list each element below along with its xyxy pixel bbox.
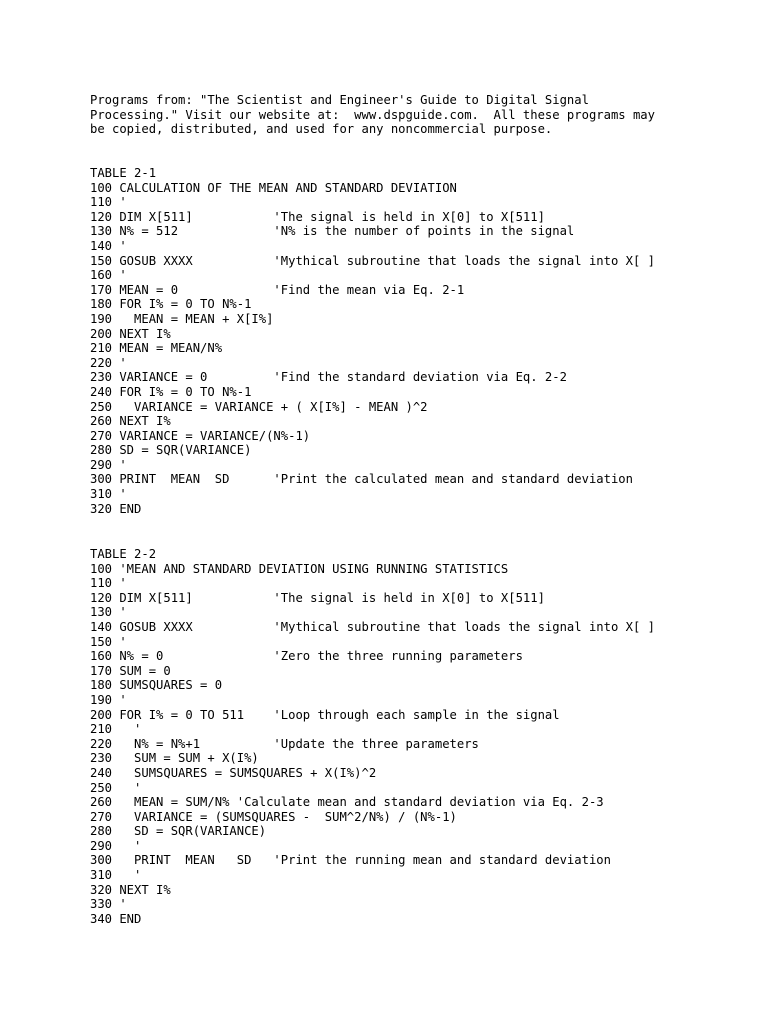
table-2-1-listing <box>90 166 655 516</box>
table2-line: 130 ' <box>90 605 127 620</box>
table2-line: 210 ' <box>90 722 142 737</box>
table1-line: 280 SD = SQR(VARIANCE) <box>90 443 252 458</box>
table2-line: 260 MEAN = SUM/N% 'Calculate mean and standard deviation via Eq. 2-3 <box>90 795 604 810</box>
table2-line: 320 NEXT I% <box>90 882 171 897</box>
table2-line: 340 END <box>90 911 142 926</box>
table1-line: 290 ' <box>90 457 127 472</box>
table2-line: 280 SD = SQR(VARIANCE) <box>90 824 267 839</box>
table1-line: 100 CALCULATION OF THE MEAN AND STANDARD DEVIATION <box>90 180 457 195</box>
table1-line: 170 MEAN = 0 'Find the mean via Eq. 2-1 <box>90 282 465 297</box>
table1-line: 130 N% = 512 'N% is the number of points in the signal <box>90 224 575 239</box>
table-2-2-listing <box>90 547 655 926</box>
table1-line: 160 ' <box>90 268 127 283</box>
table2-line: 220 N% = N%+1 'Update the three parameters <box>90 736 479 751</box>
table2-line: 160 N% = 0 'Zero the three running parameters <box>90 649 523 664</box>
table1-line: 150 GOSUB XXXX 'Mythical subroutine that loads the signal into X[ ] <box>90 253 655 268</box>
table2-line: 140 GOSUB XXXX 'Mythical subroutine that loads the signal into X[ ] <box>90 619 655 634</box>
table1-line: 270 VARIANCE = VARIANCE/(N%-1) <box>90 428 311 443</box>
table2-line: 110 ' <box>90 576 127 591</box>
table1-line: 240 FOR I% = 0 TO N%-1 <box>90 384 252 399</box>
table1-line: TABLE 2-1 <box>90 166 157 180</box>
table2-line: 100 'MEAN AND STANDARD DEVIATION USING RUNNING STATISTICS <box>90 561 509 576</box>
table1-line: 310 ' <box>90 487 127 502</box>
table2-line: 290 ' <box>90 838 142 853</box>
table2-line: 190 ' <box>90 692 127 707</box>
table1-line: 190 MEAN = MEAN + X[I%] <box>90 311 274 326</box>
intro-line: Programs from: "The Scientist and Engineer's Guide to Digital Signal <box>90 93 589 107</box>
table2-line: 250 ' <box>90 780 142 795</box>
table1-line: 180 FOR I% = 0 TO N%-1 <box>90 297 252 312</box>
table1-line: 250 VARIANCE = VARIANCE + ( X[I%] - MEAN )^2 <box>90 399 428 414</box>
table1-line: 110 ' <box>90 195 127 210</box>
intro-line: be copied, distributed, and used for any noncommercial purpose. <box>90 122 553 137</box>
table1-line: 230 VARIANCE = 0 'Find the standard deviation via Eq. 2-2 <box>90 370 567 385</box>
table1-line: 260 NEXT I% <box>90 414 171 429</box>
table2-line: TABLE 2-2 <box>90 547 157 561</box>
table2-line: 240 SUMSQUARES = SUMSQUARES + X(I%)^2 <box>90 765 377 780</box>
table1-line: 200 NEXT I% <box>90 326 171 341</box>
table2-line: 120 DIM X[511] 'The signal is held in X[0] to X[511] <box>90 590 545 605</box>
table2-line: 150 ' <box>90 634 127 649</box>
intro-line: Processing." Visit our website at: www.dspguide.com. All these programs may <box>90 107 655 122</box>
table1-line: 300 PRINT MEAN SD 'Print the calculated mean and standard deviation <box>90 472 633 487</box>
table2-line: 200 FOR I% = 0 TO 511 'Loop through each sample in the signal <box>90 707 560 722</box>
table1-line: 140 ' <box>90 238 127 253</box>
table1-line: 210 MEAN = MEAN/N% <box>90 341 223 356</box>
table2-line: 180 SUMSQUARES = 0 <box>90 678 223 693</box>
table2-line: 230 SUM = SUM + X(I%) <box>90 751 259 766</box>
table2-line: 170 SUM = 0 <box>90 663 171 678</box>
intro-paragraph <box>90 93 655 137</box>
table1-line: 120 DIM X[511] 'The signal is held in X[0] to X[511] <box>90 209 545 224</box>
table2-line: 270 VARIANCE = (SUMSQUARES - SUM^2/N%) / (N%-1) <box>90 809 457 824</box>
table2-line: 310 ' <box>90 868 142 883</box>
table2-line: 330 ' <box>90 897 127 912</box>
table1-line: 320 END <box>90 501 142 516</box>
table1-line: 220 ' <box>90 355 127 370</box>
table2-line: 300 PRINT MEAN SD 'Print the running mean and standard deviation <box>90 853 611 868</box>
